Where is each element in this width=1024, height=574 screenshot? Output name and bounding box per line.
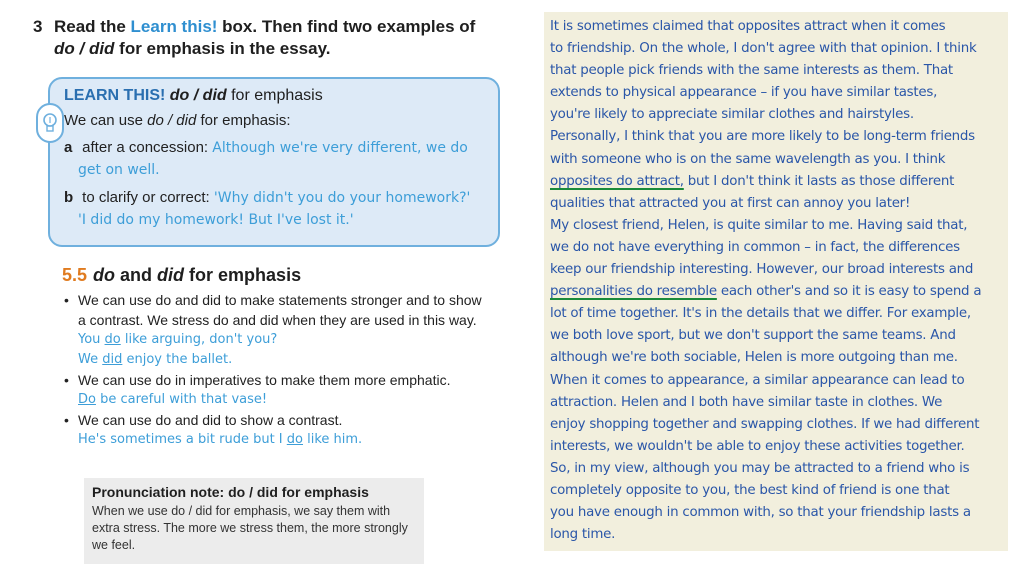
essay-segment: we both love sport, but we don't support the same teams. And <box>550 328 956 344</box>
task-text-em: do / did <box>54 39 115 58</box>
example-emphasis: do <box>286 432 303 447</box>
task-text-accent: Learn this! <box>130 17 218 36</box>
essay-segment: we do not have everything in common – in fact, the differences <box>550 239 960 255</box>
example-after: like arguing, don't you? <box>120 332 278 347</box>
grammar-section-title <box>62 265 301 286</box>
example-emphasis: did <box>102 352 123 367</box>
essay-segment: completely opposite to you, the best kind of friend is one that <box>550 482 950 498</box>
learn-item-a <box>64 137 484 181</box>
item-label: after a concession: <box>82 139 209 156</box>
essay-line <box>550 392 1002 414</box>
essay-line <box>550 149 1002 171</box>
bullet: • <box>64 412 69 428</box>
essay-line <box>550 126 1002 148</box>
learn-item-b <box>64 187 484 231</box>
example-emphasis: Do <box>78 392 96 407</box>
essay-line <box>550 458 1002 480</box>
learn-this-intro <box>64 111 291 131</box>
essay-segment: long time. <box>550 527 616 543</box>
essay-text <box>550 16 1002 546</box>
bullet: • <box>64 372 69 388</box>
rule-example <box>78 330 482 350</box>
item-example-cont: 'I did do my homework! But I've lost it.' <box>78 212 354 228</box>
essay-segment: you're likely to appreciate similar clothes and hairstyles. <box>550 107 914 123</box>
rule-text: We can use do and did to show a contrast. <box>78 412 343 428</box>
highlighted-phrase: opposites do attract, <box>550 173 684 189</box>
essay-line <box>550 171 1002 193</box>
rule-text: We can use do and did to make statements stronger and to show a contrast. We stress do and did when they are used in this way. <box>78 292 482 328</box>
essay-line <box>550 436 1002 458</box>
learn-this-title <box>64 87 323 105</box>
essay-segment: extends to physical appearance – if you have similar tastes, <box>550 85 938 101</box>
item-letter: b <box>64 189 74 206</box>
essay-segment: with someone who is on the same wavelength as you. I think <box>550 151 946 167</box>
essay-line <box>550 347 1002 369</box>
essay-line <box>550 502 1002 524</box>
essay-line <box>550 480 1002 502</box>
essay-line <box>550 325 1002 347</box>
lightbulb-icon <box>36 103 64 143</box>
grammar-rules <box>62 290 482 450</box>
title-text-1: and <box>115 265 158 285</box>
essay-segment: although we're both sociable, Helen is more outgoing than me. <box>550 350 958 366</box>
rule-example <box>78 390 482 410</box>
title-em-2: did <box>157 265 185 285</box>
essay-line <box>550 16 1002 38</box>
learn-this-title-rest: for emphasis <box>231 87 323 104</box>
pronunciation-note <box>84 478 424 564</box>
rule-3 <box>62 410 482 450</box>
title-text-2: for emphasis <box>184 265 302 285</box>
essay-segment: So, in my view, although you may be attracted to a friend who is <box>550 460 970 476</box>
intro-text-em: do / did <box>147 112 197 129</box>
essay-line <box>550 414 1002 436</box>
essay-line <box>550 104 1002 126</box>
section-number: 5.5 <box>62 265 88 285</box>
task-text-2: box. Then find two examples of <box>217 17 476 36</box>
pronunciation-title: Pronunciation note: do / did for emphasis <box>92 484 369 500</box>
essay-line <box>550 281 1002 303</box>
essay-segment: that people pick friends with the same interests as them. That <box>550 63 953 79</box>
essay-panel <box>544 12 1008 551</box>
essay-segment: attraction. Helen and I both have similar taste in clothes. We <box>550 394 943 410</box>
essay-line <box>550 237 1002 259</box>
example-before: He's sometimes a bit rude but I <box>78 432 287 447</box>
essay-line <box>550 82 1002 104</box>
item-example-cont: get on well. <box>78 162 160 178</box>
essay-segment: you have enough in common with, so that your friendship lasts a <box>550 505 971 521</box>
rule-example <box>78 430 482 450</box>
learn-this-box <box>48 77 500 247</box>
essay-segment: but I don't think it lasts as those different <box>683 173 955 189</box>
intro-text-2: for emphasis: <box>196 112 291 129</box>
task-instruction <box>54 16 506 60</box>
item-letter: a <box>64 139 73 156</box>
item-label: to clarify or correct: <box>82 189 210 206</box>
intro-text-1: We can use <box>64 112 148 129</box>
essay-line <box>550 524 1002 546</box>
example-before: You <box>78 332 105 347</box>
example-before: We <box>78 352 103 367</box>
essay-segment: keep our friendship interesting. However, our broad interests and <box>550 262 974 278</box>
rule-text: We can use do in imperatives to make them more emphatic. <box>78 372 451 388</box>
task-text-3: for emphasis in the essay. <box>114 39 331 58</box>
essay-segment: to friendship. On the whole, I don't agree with that opinion. I think <box>550 41 977 57</box>
task-number: 3 <box>33 17 43 36</box>
essay-segment: My closest friend, Helen, is quite similar to me. Having said that, <box>550 217 968 233</box>
rule-example <box>78 350 482 370</box>
essay-line <box>550 215 1002 237</box>
example-after: enjoy the ballet. <box>122 352 233 367</box>
title-em-1: do <box>93 265 116 285</box>
item-example: 'Why didn't you do your homework?' <box>213 190 471 206</box>
example-emphasis: do <box>104 332 121 347</box>
essay-segment: interests, we wouldn't be able to enjoy these activities together. <box>550 438 965 454</box>
highlighted-phrase: personalities do resemble <box>550 284 717 300</box>
pronunciation-body: When we use do / did for emphasis, we say them with extra stress. The more we stress them, the more strongly we feel. <box>92 504 408 552</box>
rule-1 <box>62 290 482 370</box>
rule-2 <box>62 370 482 410</box>
essay-segment: each other's and so it is easy to spend a <box>716 284 982 300</box>
essay-line <box>550 38 1002 60</box>
essay-line <box>550 259 1002 281</box>
task-text-1: Read the <box>54 17 131 36</box>
essay-segment: When it comes to appearance, a similar appearance can lead to <box>550 372 965 388</box>
essay-segment: qualities that attracted you at first can annoy you later! <box>550 195 911 211</box>
learn-this-label: LEARN THIS! <box>64 87 166 104</box>
essay-segment: lot of time together. It's in the details that we differ. For example, <box>550 306 971 322</box>
essay-line <box>550 60 1002 82</box>
essay-line <box>550 193 1002 215</box>
example-after: be careful with that vase! <box>95 392 268 407</box>
learn-this-title-em: do / did <box>169 87 227 104</box>
example-after: like him. <box>302 432 363 447</box>
essay-segment: Personally, I think that you are more likely to be long-term friends <box>550 129 975 145</box>
essay-segment: enjoy shopping together and swapping clothes. If we had different <box>550 416 980 432</box>
bullet: • <box>64 292 69 308</box>
item-example: Although we're very different, we do <box>212 140 468 156</box>
essay-segment: It is sometimes claimed that opposites attract when it comes <box>550 19 946 34</box>
task-heading <box>33 16 506 60</box>
essay-line <box>550 370 1002 392</box>
essay-line <box>550 303 1002 325</box>
